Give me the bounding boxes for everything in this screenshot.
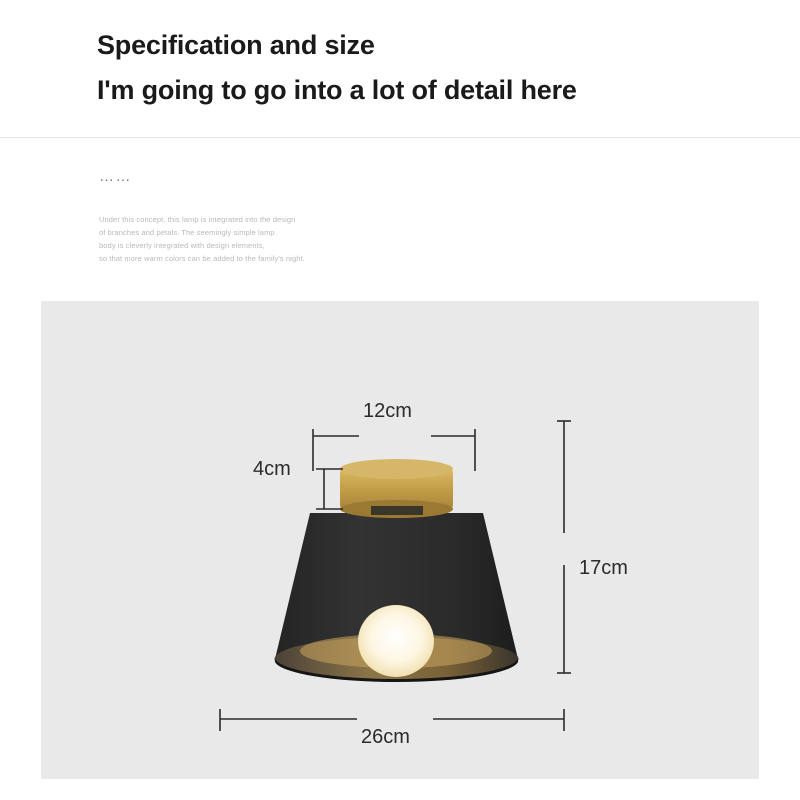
dim-top-label-mask	[359, 421, 431, 451]
dimension-label-collar-height: 4cm	[253, 458, 291, 480]
page-title: Specification and size	[97, 30, 375, 60]
description-line-2: of branches and petals. The seemingly simple lamp	[99, 227, 275, 237]
lamp-bulb	[358, 605, 434, 677]
dim-height-label-mask	[549, 533, 581, 565]
dimension-label-bottom-width: 26cm	[361, 726, 410, 748]
header-divider	[0, 137, 800, 138]
description-paragraph	[99, 214, 399, 266]
dimension-label-total-height: 17cm	[579, 557, 628, 579]
description-line-1: Under this concept, this lamp is integrated into the design	[99, 215, 296, 224]
dimension-label-top-width: 12cm	[363, 400, 412, 422]
lamp-dimension-drawing	[41, 301, 759, 779]
lamp-collar-top	[340, 459, 453, 479]
page-header	[0, 0, 800, 110]
lamp-neck	[371, 506, 423, 515]
description-line-3: body is cleverly integrated with design elements,	[99, 240, 265, 250]
ellipsis-text: ……	[99, 168, 132, 185]
lamp-illustration	[275, 459, 519, 682]
specification-diagram-panel	[41, 301, 759, 779]
page-subtitle: I'm going to go into a lot of detail here	[97, 75, 577, 106]
description-line-4: so that more warm colors can be added to the family's night.	[99, 253, 305, 263]
